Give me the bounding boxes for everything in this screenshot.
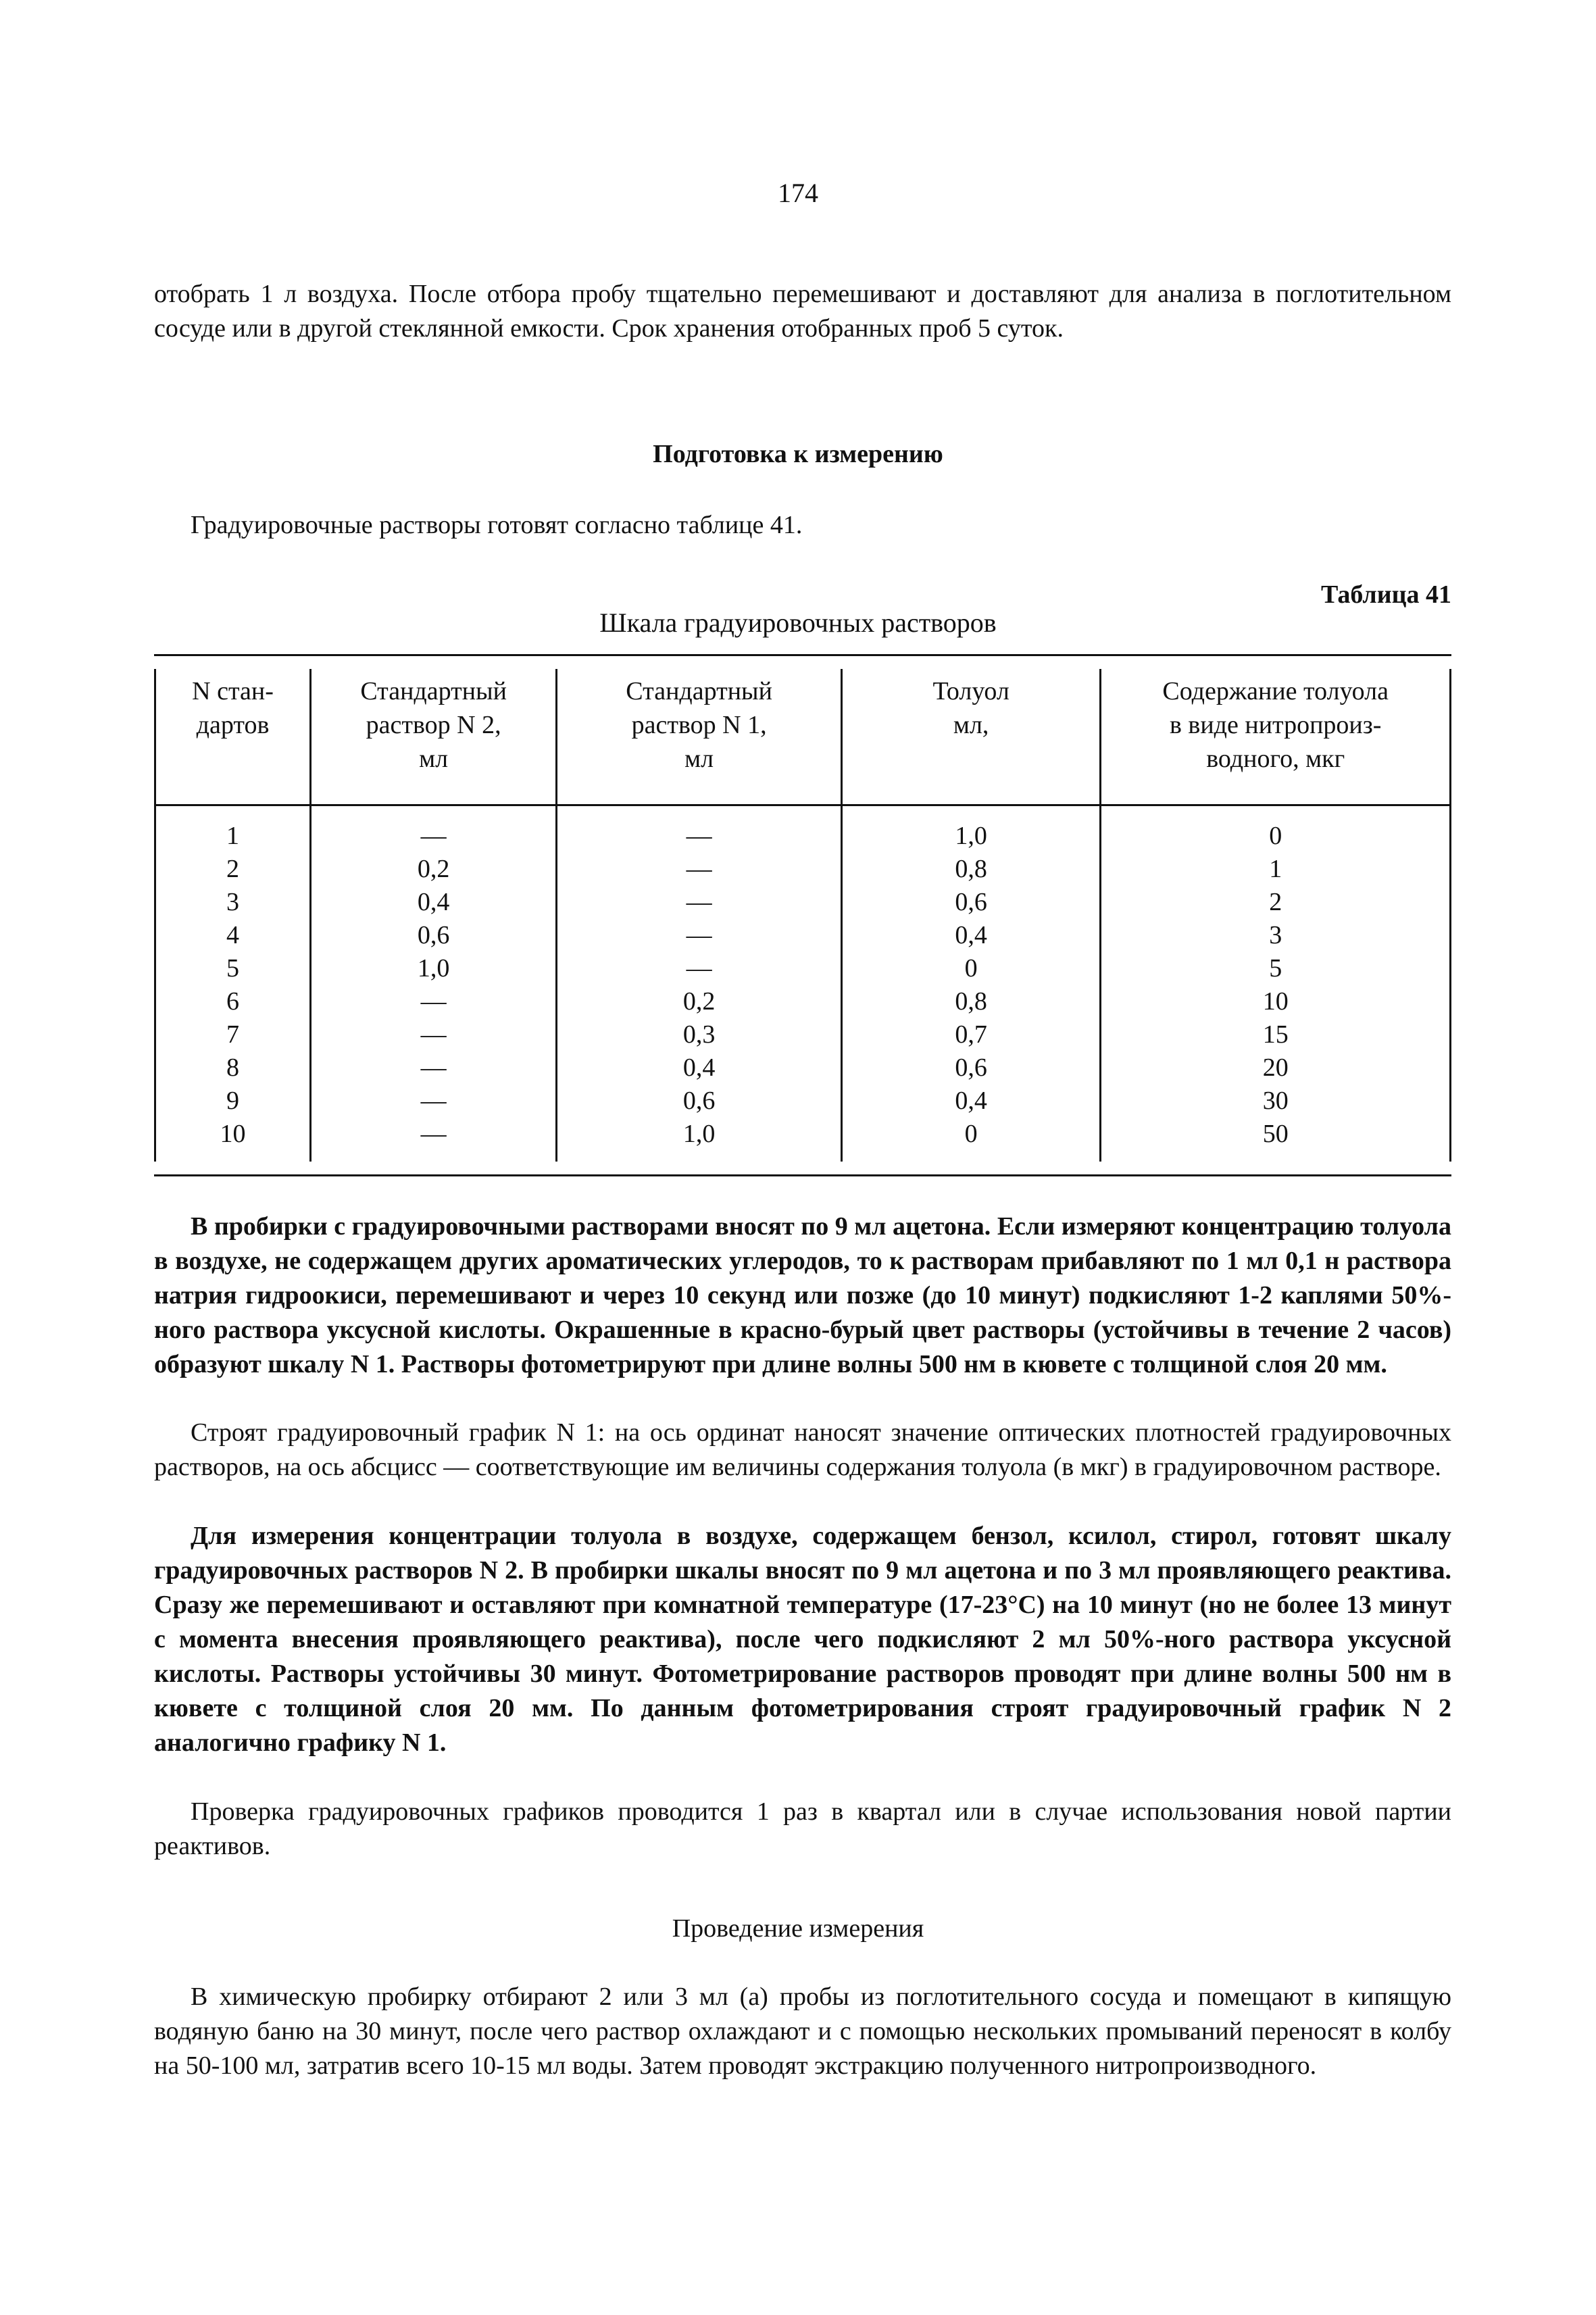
cell-standard-number: 8 [155,1051,311,1085]
section-heading-measurement: Проведение измерения [672,1914,924,1943]
cell-solution-2: — [311,1118,557,1162]
cell-toluene: 0,4 [841,919,1100,952]
page-number: 174 [778,178,818,208]
cell-solution-1: 1,0 [557,1118,842,1162]
cell-standard-number: 2 [155,853,311,886]
cell-standard-number: 10 [155,1118,311,1162]
cell-solution-2: 0,2 [311,853,557,886]
table-header-row [155,669,1451,805]
cell-solution-1: — [557,886,842,919]
cell-content: 5 [1101,952,1451,985]
table-row [155,919,1451,952]
col-header-standard-solution-2 [311,669,557,805]
cell-standard-number: 3 [155,886,311,919]
cell-toluene: 0 [841,952,1100,985]
cell-content: 3 [1101,919,1451,952]
cell-solution-2: 0,6 [311,919,557,952]
cell-solution-2: — [311,1018,557,1051]
header-line-4: Толуол мл, [932,677,1009,739]
header-line-3: Стандартный раствор N 1, мл [626,677,772,773]
cell-content: 1 [1101,853,1451,886]
table-top-rule [154,654,1451,656]
section-heading-preparation: Подготовка к измерению [653,440,943,468]
cell-standard-number: 6 [155,985,311,1018]
cell-content: 0 [1101,805,1451,853]
intro-paragraph: отобрать 1 л воздуха. После отбора пробу тщательно перемешивают и доставляют для анализа в поглотительном сосуде или в другой стеклянной емкости. Срок хранения отобранных проб 5 суток. [154,280,1451,343]
header-line-5: Содержание толуола в виде нитропроиз- водного, мкг [1162,677,1389,773]
paragraph-graph-2: Для измерения концентрации толуола в воздухе, содержащем бензол, ксилол, стирол, готовят шкалу градуировочных растворов N 2. В пробирки шкалы вносят по 9 мл ацетона и по 3 мл проявляющего реактива. Сразу же перемешивают и оставляют при комнатной температуре (17-23°С) на 10 минут (но не более 13 минут с момента внесения проявляющего реактива), после чего подкисляют 2 мл 50%-ного раствора уксусной кислоты. Растворы устойчивы 30 минут. Фотометрирование растворов проводят при длине волны 500 нм в кювете с толщиной слоя 20 мм. По данным фотометрирования строят градуировочный график N 2 аналогично графику N 1. [154,1522,1451,1757]
final-paragraph: В химическую пробирку отбирают 2 или 3 мл (a) пробы из поглотительного сосуда и помещают в кипящую водяную баню на 30 минут, после чего раствор охлаждают и с помощью нескольких промываний переносят в колбу на 50-100 мл, затратив всего 10-15 мл воды. Затем проводят экстракцию полученного нитропроизводного. [154,1983,1451,2080]
cell-standard-number: 4 [155,919,311,952]
cell-solution-1: 0,3 [557,1018,842,1051]
cell-solution-2: 1,0 [311,952,557,985]
cell-standard-number: 5 [155,952,311,985]
cell-solution-2: — [311,1051,557,1085]
cell-toluene: 0,4 [841,1085,1100,1118]
cell-solution-1: — [557,853,842,886]
table-body [155,805,1451,1162]
cell-solution-2: — [311,985,557,1018]
cell-standard-number: 7 [155,1018,311,1051]
cell-solution-1: — [557,805,842,853]
cell-solution-2: 0,4 [311,886,557,919]
col-header-toluene [841,669,1100,805]
cell-solution-1: 0,4 [557,1051,842,1085]
paragraph-solutions: В пробирки с градуировочными растворами вносят по 9 мл ацетона. Если измеряют концентрацию толуола в воздухе, не содержащем других ароматических углеродов, то к растворам прибавляют по 1 мл 0,1 н раствора натрия гидроокиси, перемешивают и через 10 секунд или позже (до 10 минут) подкисляют 1-2 каплями 50%-ного раствора уксусной кислоты. Окрашенные в красно-бурый цвет растворы (устойчивы в течение 2 часов) образуют шкалу N 1. Растворы фотометрируют при длине волны 500 нм в кювете с толщиной слоя 20 мм. [154,1212,1451,1378]
table-row [155,1018,1451,1051]
header-line-2: Стандартный раствор N 2, мл [360,677,507,773]
cell-content: 2 [1101,886,1451,919]
cell-solution-2: — [311,1085,557,1118]
cell-toluene: 0,6 [841,1051,1100,1085]
cell-solution-1: 0,2 [557,985,842,1018]
cell-solution-1: — [557,919,842,952]
table-row [155,886,1451,919]
table-row [155,805,1451,853]
cell-solution-2: — [311,805,557,853]
table-title: Шкала градуировочных растворов [599,607,997,638]
table-row [155,952,1451,985]
paragraph-check: Проверка градуировочных графиков проводится 1 раз в квартал или в случае использования новой партии реактивов. [154,1797,1451,1860]
table-bottom-rule [154,1174,1451,1176]
cell-toluene: 0,8 [841,853,1100,886]
cell-standard-number: 9 [155,1085,311,1118]
col-header-standard-number [155,669,311,805]
table-label: Таблица 41 [1320,580,1451,609]
cell-content: 20 [1101,1051,1451,1085]
cell-toluene: 0 [841,1118,1100,1162]
calibration-table [154,669,1451,1162]
cell-toluene: 0,8 [841,985,1100,1018]
cell-toluene: 0,6 [841,886,1100,919]
col-header-toluene-content [1101,669,1451,805]
table-row [155,1085,1451,1118]
cell-content: 30 [1101,1085,1451,1118]
table-row [155,985,1451,1018]
cell-content: 50 [1101,1118,1451,1162]
cell-toluene: 0,7 [841,1018,1100,1051]
cell-toluene: 1,0 [841,805,1100,853]
cell-content: 15 [1101,1018,1451,1051]
table-intro-paragraph: Градуировочные растворы готовят согласно таблице 41. [191,511,803,539]
table-row [155,1051,1451,1085]
cell-standard-number: 1 [155,805,311,853]
table-row [155,1118,1451,1162]
col-header-standard-solution-1 [557,669,842,805]
table-row [155,853,1451,886]
cell-solution-1: — [557,952,842,985]
header-line-1: N стан- дартов [192,677,274,739]
cell-solution-1: 0,6 [557,1085,842,1118]
cell-content: 10 [1101,985,1451,1018]
paragraph-graph-1: Строят градуировочный график N 1: на ось ординат наносят значение оптических плотностей градуировочных растворов, на ось абсцисс — соответствующие им величины содержания толуола (в мкг) в градуировочном растворе. [154,1418,1451,1481]
